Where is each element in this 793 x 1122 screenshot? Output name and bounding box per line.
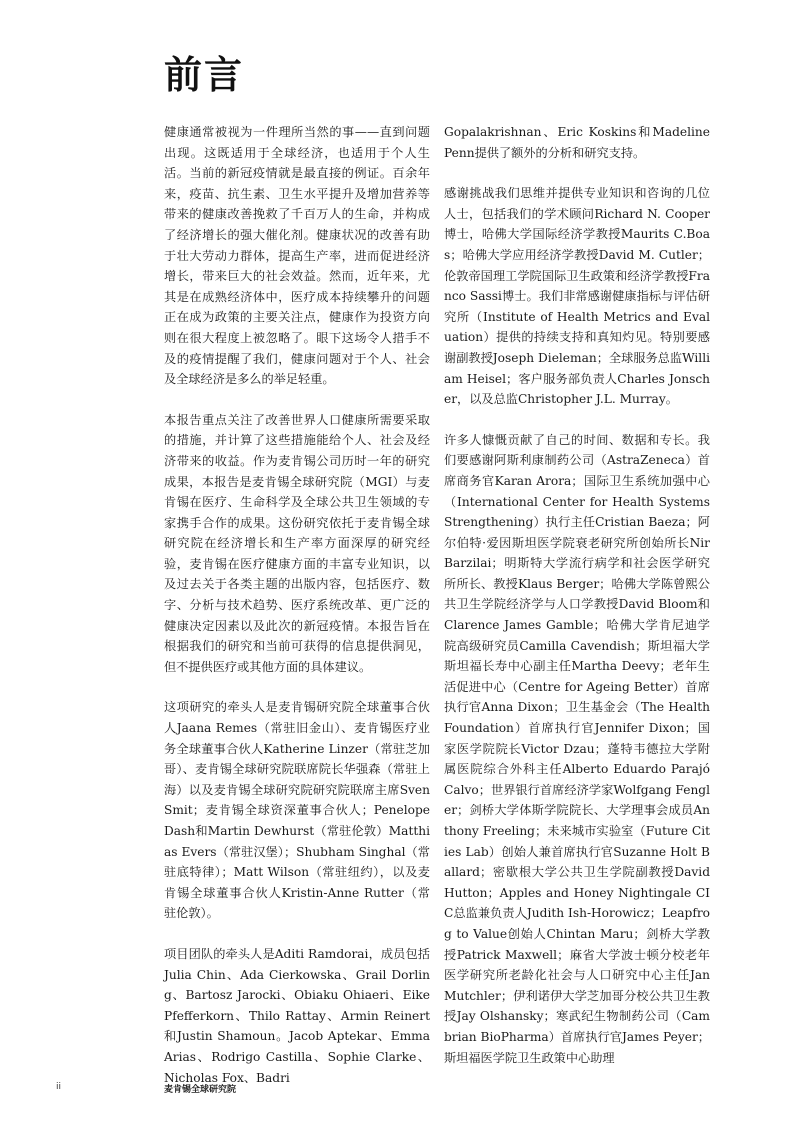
- project-team-paragraph: 项目团队的牵头人是Aditi Ramdorai，成员包括Julia Chin、Ada Cierkowska、Grail Dorling、Bartosz Jarocki、Obiaku Ohiaeri、Eike Pfefferkorn、Thilo Rattay、Armin Reinert和Justin Shamoun。Jacob Aptekar、Emma Arias、Rodrigo Castilla、Sophie Clarke、Nicholas Fox、Badri: [164, 946, 430, 1085]
- page-number: ii: [56, 1082, 62, 1092]
- research-leaders-paragraph: 这项研究的牵头人是麦肯锡研究院全球董事合伙人Jaana Remes（常驻旧金山）、麦肯锡医疗业务全球董事合伙人Katherine Linzer（常驻芝加哥）、麦肯锡全球研究院联席院长华强森（常驻上海）以及麦肯锡全球研究院研究院联席主席Sven Smit；麦肯锡全球资深董事合伙人；Penelope Dash和Martin Dewhurst（常驻伦敦）Matthias Evers（常驻汉堡）；Shubham Singhal（常驻底特律）；Matt Wilson（常驻纽约），以及麦肯锡全球董事合伙人Kristin-Anne Rutter（常驻伦敦）。: [164, 700, 430, 921]
- page-title: 前言: [164, 53, 245, 97]
- footer-org-name: 麦肯锡全球研究院: [164, 1085, 237, 1095]
- advisors-paragraph: 感谢挑战我们思维并提供专业知识和咨询的几位人士，包括我们的学术顾问Richard N. Cooper博士，哈佛大学国际经济学教授Maurits C.Boas；哈佛大学应用经济学教授David M. Cutler；伦敦帝国理工学院国际卫生政策和经济学教授Franco Sassi博士。我们非常感谢健康指标与评估研究所（Institute of Health Metrics and Evaluation）提供的持续支持和真知灼见。特别要感谢副教授Joseph Dieleman；全球服务总监William Heisel；客户服务部负责人Charles Jonscher，以及总监Christopher J.L. Murray。: [444, 186, 710, 407]
- analysis-support-paragraph: Gopalakrishnan、Eric Koskins和Madeline Penn提供了额外的分析和研究支持。: [444, 125, 710, 160]
- contributors-paragraph: 许多人慷慨贡献了自己的时间、数据和专长。我们要感谢阿斯利康制药公司（AstraZeneca）首席商务官Karan Arora；国际卫生系统加强中心（International Center for Health Systems Strengthening）执行主任Cristian Baeza；阿尔伯特·爱因斯坦医学院衰老研究所创始所长Nir Barzilai；明斯特大学流行病学和社会医学研究所所长、教授Klaus Berger；哈佛大学陈曾熙公共卫生学院经济学与人口学教授David Bloom和Clarence James Gamble；哈佛大学肯尼迪学院高级研究员Camilla Cavendish；斯坦福大学斯坦福长寿中心副主任Martha Deevy；老年生活促进中心（Centre for Ageing Better）首席执行官Anna Dixon；卫生基金会（The Health Foundation）首席执行官Jennifer Dixon；国家医学院院长Victor Dzau；蓬特韦德拉大学附属医院综合外科主任Alberto Eduardo Parajó Calvo；世界银行首席经济学家Wolfgang Fengler；剑桥大学体斯学院院长、大学理事会成员Anthony Freeling；未来城市实验室（Future Cities Lab）创始人兼首席执行官Suzanne Holt Ballard；密歇根大学公共卫生学院副教授David Hutton；Apples and Honey Nightingale CIC总监兼负责人Judith Ish-Horowicz；Leapfrog to Value创始人Chintan Maru；剑桥大学教授Patrick Maxwell；麻省大学波士顿分校老年医学研究所老龄化社会与人口研究中心主任Jan Mutchler；伊利诺伊大学芝加哥分校公共卫生教授Jay Olshansky；寒武纪生物制药公司（Cambrian BioPharma）首席执行官James Peyer；斯坦福医学院卫生政策中心助理: [444, 432, 710, 1065]
- report-focus-paragraph: 本报告重点关注了改善世界人口健康所需要采取的措施，并计算了这些措施能给个人、社会及经济带来的收益。作为麦肯锡公司历时一年的研究成果，本报告是麦肯锡全球研究院（MGI）与麦肯锡在医疗、生命科学及全球公共卫生领域的专家携手合作的成果。这份研究依托于麦肯锡全球研究院在经济增长和生产率方面深厚的研究经验，麦肯锡在医疗健康方面的丰富专业知识，以及过去关于各类主题的出版内容，包括医疗、数字、分析与技术趋势、医疗系统改革、更广泛的健康决定因素以及此次的新冠疫情。本报告旨在根据我们的研究和当前可获得的信息提供洞见，但不提供医疗或其他方面的具体建议。: [164, 412, 430, 674]
- left-column: [164, 122, 430, 1108]
- intro-paragraph: 健康通常被视为一件理所当然的事——直到问题出现。这既适用于全球经济，也适用于个人生活。当前的新冠疫情就是最直接的例证。百余年来，疫苗、抗生素、卫生水平提升及增加营养等带来的健康改善挽救了千百万人的生命，并构成了经济增长的强大催化剂。健康状况的改善有助于壮大劳动力群体，提高生产率，进而促进经济增长，带来巨大的社会效益。然而，近年来，尤其是在成熟经济体中，医疗成本持续攀升的问题正在成为政策的主要关注点，健康作为投资方向则在很大程度上被忽略了。眼下这场令人措手不及的疫情提醒了我们，健康问题对于个人、社会及全球经济是多么的举足轻重。: [164, 125, 430, 387]
- right-column: [444, 122, 710, 1088]
